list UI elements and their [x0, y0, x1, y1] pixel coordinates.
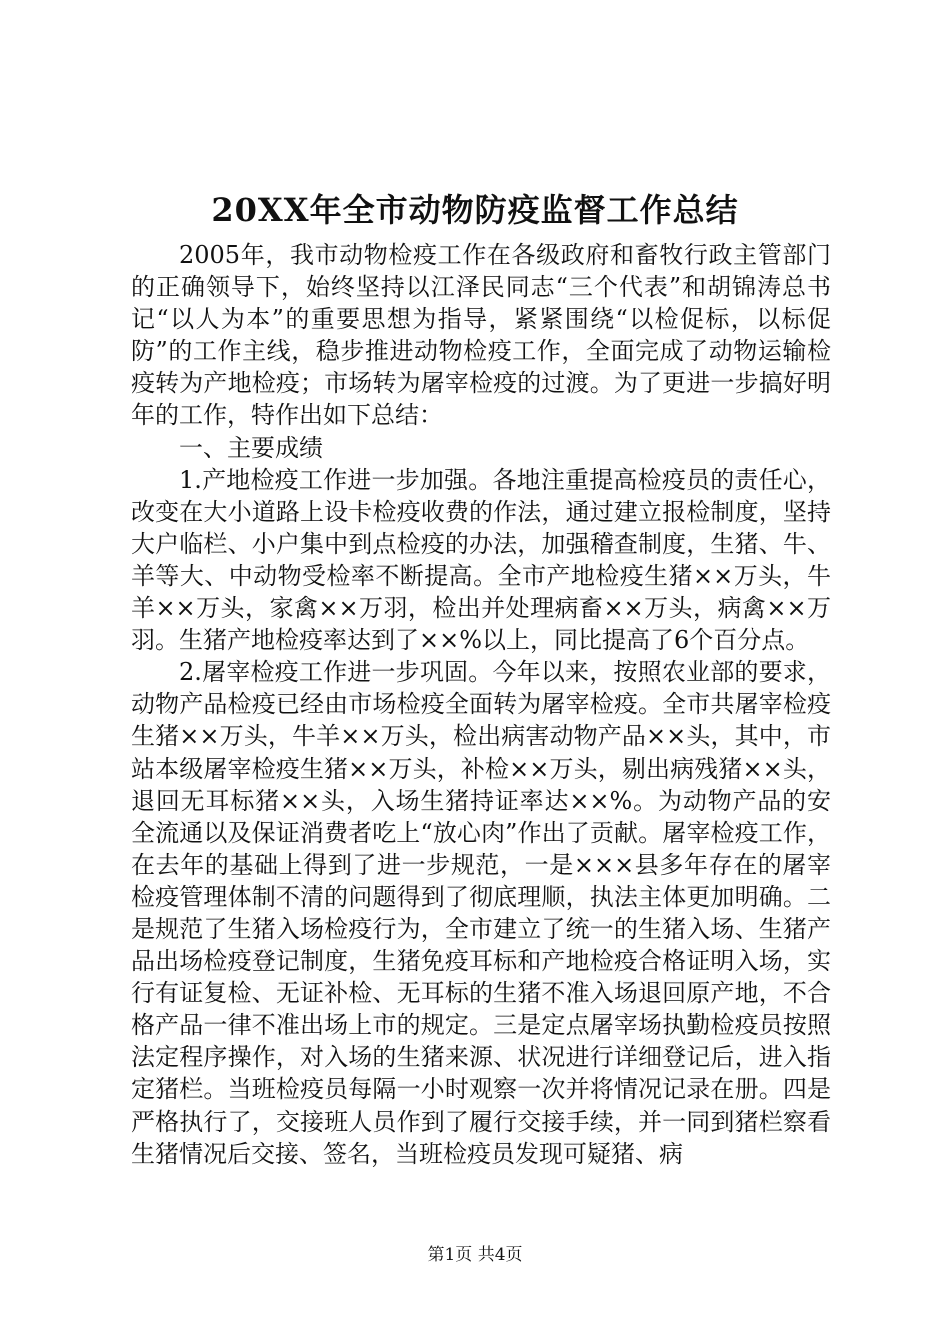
paragraph-slaughter-inspection: 2.屠宰检疫工作进一步巩固。今年以来，按照农业部的要求，动物产品检疫已经由市场检疫全面转为屠宰检疫。全市共屠宰检疫生猪××万头，牛羊××万头，检出病害动物产品××头，其中，市站本级屠宰检疫生猪××万头，补检××万头，剔出病残猪××头，退回无耳标猪××头，入场生猪持证率达××%。为动物产品的安全流通以及保证消费者吃上“放心肉”作出了贡献。屠宰检疫工作，在去年的基础上得到了进一步规范，一是×××县多年存在的屠宰检疫管理体制不清的问题得到了彻底理顺，执法主体更加明确。二是规范了生猪入场检疫行为，全市建立了统一的生猪入场、生猪产品出场检疫登记制度，生猪免疫耳标和产地检疫合格证明入场，实行有证复检、无证补检、无耳标的生猪不准入场退回原产地，不合格产品一律不准出场上市的规定。三是定点屠宰场执勤检疫员按照法定程序操作，对入场的生猪来源、状况进行详细登记后，进入指定猪栏。当班检疫员每隔一小时观察一次并将情况记录在册。四是严格执行了，交接班人员作到了履行交接手续，并一同到猪栏察看生猪情况后交接、签名，当班检疫员发现可疑猪、病: [131, 658, 831, 1168]
page-title: 20XX年全市动物防疫监督工作总结: [211, 191, 739, 229]
document-body: [131, 239, 831, 1170]
section-heading: 一、主要成绩: [179, 433, 323, 462]
paragraph-origin-inspection: 1.产地检疫工作进一步加强。各地注重提高检疫员的责任心，改变在大小道路上设卡检疫收费的作法，通过建立报检制度，坚持大户临栏、小户集中到点检疫的办法，加强稽查制度，生猪、牛、羊等大、中动物受检率不断提高。全市产地检疫生猪××万头，牛羊××万头，家禽××万羽，检出并处理病畜××万头，病禽××万羽。生猪产地检疫率达到了××%以上，同比提高了6个百分点。: [131, 465, 831, 655]
page-footer: 第1页 共4页: [427, 1245, 523, 1265]
paragraph-intro: 2005年，我市动物检疫工作在各级政府和畜牧行政主管部门的正确领导下，始终坚持以江泽民同志“三个代表”和胡锦涛总书记“以人为本”的重要思想为指导，紧紧围绕“以检促标，以标促防”的工作主线，稳步推进动物检疫工作，全面完成了动物运输检疫转为产地检疫；市场转为屠宰检疫的过渡。为了更进一步搞好明年的工作，特作出如下总结：: [131, 241, 831, 430]
